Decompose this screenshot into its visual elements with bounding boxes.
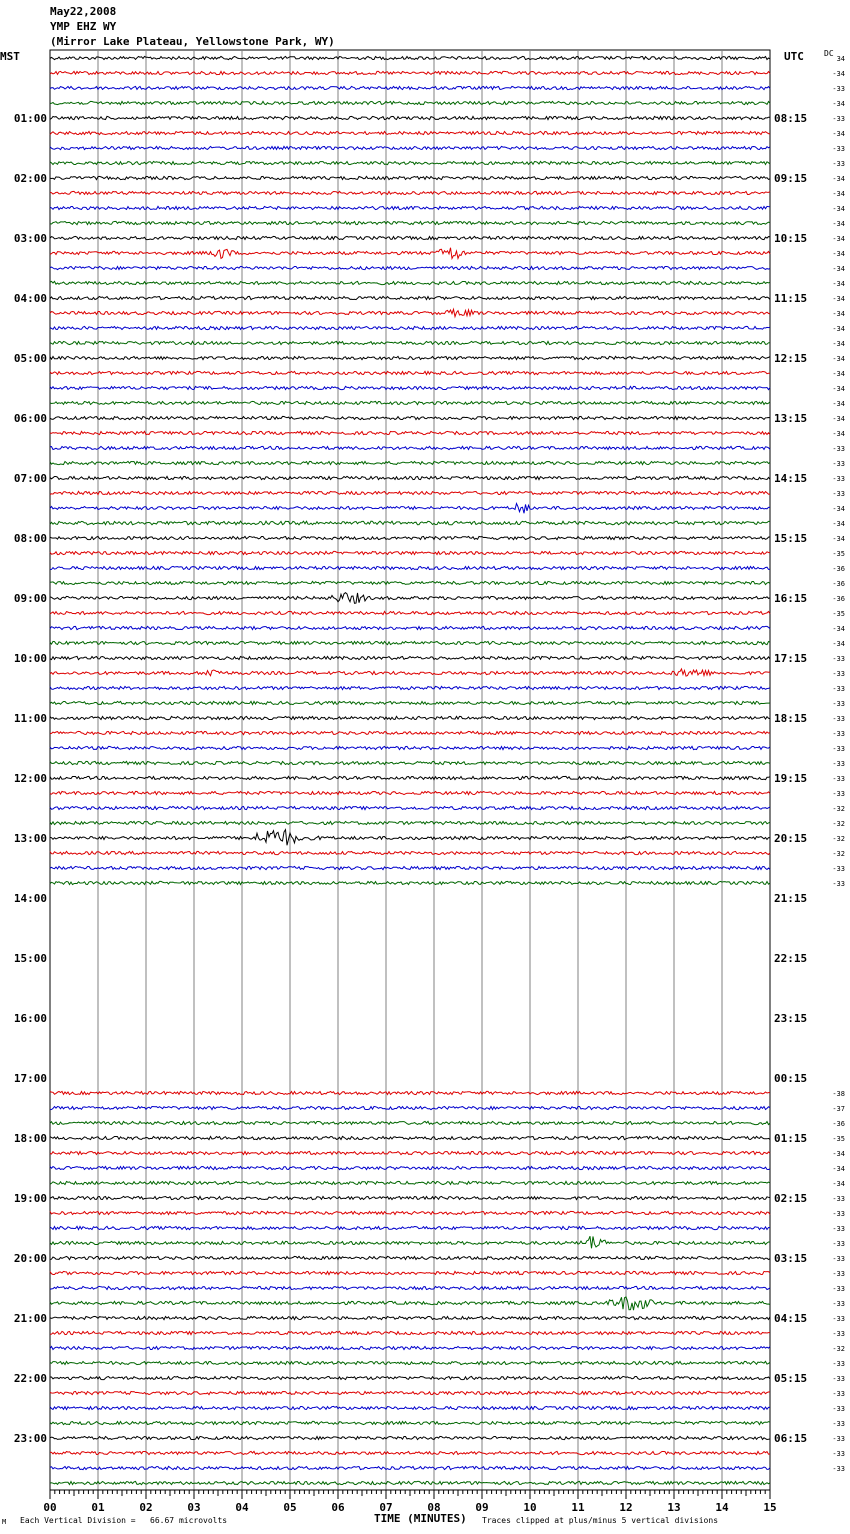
dc-offset: -34 (832, 535, 845, 543)
dc-offset: -36 (832, 1120, 845, 1128)
dc-offset: -34 (832, 355, 845, 363)
utc-label: 13:15 (774, 412, 808, 425)
trace-row-2 (50, 86, 770, 89)
seismic-traces (50, 56, 770, 1484)
dc-offset: -33 (832, 1390, 845, 1398)
dc-offset: -33 (832, 475, 845, 483)
trace-row-39 (50, 641, 770, 644)
trace-row-43 (50, 701, 770, 704)
mst-label: 15:00 (13, 952, 47, 965)
dc-offset: -33 (832, 670, 845, 678)
utc-label: 21:15 (774, 892, 808, 905)
trace-row-25 (50, 431, 770, 434)
utc-label: 19:15 (774, 772, 808, 785)
x-tick-label: 10 (523, 1501, 537, 1514)
trace-row-0 (50, 56, 770, 59)
trace-row-73 (50, 1151, 770, 1154)
dc-offset: -34 (832, 400, 845, 408)
dc-offset: -34 (832, 325, 845, 333)
trace-row-30 (50, 504, 770, 514)
trace-row-5 (50, 131, 770, 134)
trace-row-90 (50, 1406, 770, 1409)
dc-offset: -36 (832, 565, 845, 573)
dc-offset: -33 (832, 1285, 845, 1293)
dc-offset: -33 (832, 490, 845, 498)
trace-row-14 (50, 266, 770, 269)
trace-row-32 (50, 536, 770, 539)
left-axis-label: MST (0, 50, 20, 63)
header-location: (Mirror Lake Plateau, Yellowstone Park, WY) (50, 35, 335, 48)
utc-label: 22:15 (774, 952, 808, 965)
dc-offset: -33 (832, 1420, 845, 1428)
utc-label: 23:15 (774, 1012, 808, 1025)
dc-offset: -34 (832, 640, 845, 648)
mst-label: 17:00 (13, 1072, 47, 1085)
trace-row-55 (50, 881, 770, 884)
dc-offset: -33 (832, 1315, 845, 1323)
dc-offset: -34 (832, 70, 845, 78)
x-tick-label: 06 (331, 1501, 345, 1514)
mst-label: 05:00 (13, 352, 47, 365)
dc-offset: -34 (832, 235, 845, 243)
trace-row-52 (50, 830, 770, 846)
header-station: YMP EHZ WY (50, 20, 117, 33)
dc-offset: -32 (832, 820, 845, 828)
x-tick-label: 03 (187, 1501, 201, 1514)
trace-row-49 (50, 791, 770, 794)
dc-offset: -34 (832, 250, 845, 258)
mst-label: 13:00 (13, 832, 47, 845)
right-axis-label: UTC (784, 50, 804, 63)
trace-row-82 (50, 1286, 770, 1289)
trace-row-1 (50, 71, 770, 74)
trace-row-18 (50, 326, 770, 329)
x-tick-label: 12 (619, 1501, 633, 1514)
clip-text: Traces clipped at plus/minus 5 vertical divisions (482, 1516, 719, 1525)
utc-label: 02:15 (774, 1192, 808, 1205)
trace-row-33 (50, 551, 770, 554)
mst-label: 10:00 (13, 652, 47, 665)
scale-text: Each Vertical Division = 66.67 microvolts (20, 1516, 228, 1525)
utc-label: 00:15 (774, 1072, 808, 1085)
trace-row-77 (50, 1211, 770, 1214)
dc-offset: -34 (832, 415, 845, 423)
utc-label: 18:15 (774, 712, 808, 725)
trace-row-50 (50, 806, 770, 809)
trace-row-47 (50, 761, 770, 764)
dc-offset: -34 (832, 130, 845, 138)
trace-row-79 (50, 1236, 770, 1248)
dc-offset: -33 (832, 790, 845, 798)
x-tick-label: 14 (715, 1501, 729, 1514)
dc-offset: -33 (832, 160, 845, 168)
dc-offset: -36 (832, 595, 845, 603)
utc-label: 14:15 (774, 472, 808, 485)
dc-offset: -33 (832, 1225, 845, 1233)
mst-label: 02:00 (13, 172, 47, 185)
trace-row-12 (50, 236, 770, 239)
trace-row-10 (50, 206, 770, 209)
mst-label: 04:00 (13, 292, 47, 305)
trace-row-81 (50, 1271, 770, 1274)
x-tick-label: 09 (475, 1501, 489, 1514)
utc-label: 10:15 (774, 232, 808, 245)
dc-offset: -34 (832, 385, 845, 393)
trace-row-16 (50, 296, 770, 299)
trace-row-26 (50, 446, 770, 449)
utc-label: 20:15 (774, 832, 808, 845)
dc-offset: -33 (832, 685, 845, 693)
trace-row-86 (50, 1346, 770, 1349)
trace-row-4 (50, 116, 770, 119)
trace-row-70 (50, 1106, 770, 1109)
trace-row-42 (50, 686, 770, 689)
mst-label: 14:00 (13, 892, 47, 905)
dc-offset: -34 (832, 430, 845, 438)
utc-label: 09:15 (774, 172, 808, 185)
mst-label: 18:00 (13, 1132, 47, 1145)
trace-row-93 (50, 1451, 770, 1454)
utc-label: 06:15 (774, 1432, 808, 1445)
dc-offset: 34 (836, 55, 845, 63)
trace-row-75 (50, 1181, 770, 1184)
dc-offset: -33 (832, 1450, 845, 1458)
dc-offset: -33 (832, 700, 845, 708)
mst-label: 20:00 (13, 1252, 47, 1265)
mst-label: 19:00 (13, 1192, 47, 1205)
mst-hour-labels (14, 112, 47, 1445)
dc-offset: -35 (832, 1135, 845, 1143)
dc-offset: -34 (832, 280, 845, 288)
dc-offset: -33 (832, 1375, 845, 1383)
trace-row-78 (50, 1226, 770, 1229)
trace-row-76 (50, 1196, 770, 1199)
x-tick-label: 04 (235, 1501, 249, 1514)
dc-offset: -33 (832, 445, 845, 453)
dc-offset: -33 (832, 1405, 845, 1413)
trace-row-85 (50, 1331, 770, 1334)
trace-row-92 (50, 1436, 770, 1439)
trace-row-40 (50, 656, 770, 659)
utc-label: 03:15 (774, 1252, 808, 1265)
dc-offset: -34 (832, 295, 845, 303)
trace-row-22 (50, 386, 770, 389)
dc-offset: -37 (832, 1105, 845, 1113)
dc-offset: -34 (832, 1180, 845, 1188)
dc-offset: -33 (832, 1210, 845, 1218)
dc-offset: -33 (832, 1195, 845, 1203)
trace-row-87 (50, 1361, 770, 1364)
mst-label: 07:00 (13, 472, 47, 485)
mst-label: 03:00 (13, 232, 47, 245)
dc-offset: -33 (832, 1240, 845, 1248)
trace-row-15 (50, 281, 770, 284)
trace-row-94 (50, 1466, 770, 1469)
trace-row-13 (50, 248, 770, 259)
trace-row-88 (50, 1376, 770, 1379)
trace-row-23 (50, 401, 770, 404)
dc-offset: -33 (832, 880, 845, 888)
dc-offset: -34 (832, 205, 845, 213)
scale-mark: M (2, 1518, 7, 1526)
trace-row-44 (50, 716, 770, 719)
trace-row-24 (50, 416, 770, 419)
trace-row-84 (50, 1316, 770, 1319)
dc-offset: -33 (832, 85, 845, 93)
dc-offset: -34 (832, 175, 845, 183)
dc-offset: -33 (832, 775, 845, 783)
dc-offset: -33 (832, 1255, 845, 1263)
dc-offset: -34 (832, 265, 845, 273)
trace-row-74 (50, 1166, 770, 1169)
dc-offset: -34 (832, 520, 845, 528)
dc-offset: -33 (832, 1360, 845, 1368)
dc-label: DC (824, 49, 834, 58)
trace-row-20 (50, 356, 770, 359)
dc-offset: -33 (832, 1465, 845, 1473)
trace-row-19 (50, 341, 770, 344)
trace-row-95 (50, 1481, 770, 1484)
trace-row-37 (50, 611, 770, 614)
trace-row-11 (50, 221, 770, 224)
trace-row-21 (50, 371, 770, 374)
trace-row-17 (50, 309, 770, 316)
dc-offset: -33 (832, 115, 845, 123)
trace-row-9 (50, 191, 770, 194)
mst-label: 23:00 (13, 1432, 47, 1445)
trace-row-69 (50, 1091, 770, 1094)
trace-row-45 (50, 731, 770, 734)
dc-offset: -34 (832, 310, 845, 318)
trace-row-27 (50, 461, 770, 464)
dc-offset: -33 (832, 715, 845, 723)
dc-offset: -34 (832, 190, 845, 198)
trace-row-48 (50, 776, 770, 779)
dc-offset: -33 (832, 145, 845, 153)
dc-offset: -33 (832, 1270, 845, 1278)
trace-row-72 (50, 1136, 770, 1139)
x-tick-label: 02 (139, 1501, 153, 1514)
utc-label: 17:15 (774, 652, 808, 665)
dc-offset: -33 (832, 1300, 845, 1308)
trace-row-7 (50, 161, 770, 164)
dc-offset: -32 (832, 850, 845, 858)
trace-row-28 (50, 476, 770, 479)
mst-label: 08:00 (13, 532, 47, 545)
mst-label: 21:00 (13, 1312, 47, 1325)
utc-label: 11:15 (774, 292, 808, 305)
x-tick-label: 00 (43, 1501, 57, 1514)
mst-label: 12:00 (13, 772, 47, 785)
dc-offset: -32 (832, 835, 845, 843)
x-tick-label: 07 (379, 1501, 393, 1514)
trace-row-3 (50, 101, 770, 104)
utc-hour-labels (774, 112, 807, 1445)
mst-label: 22:00 (13, 1372, 47, 1385)
x-tick-label: 11 (571, 1501, 585, 1514)
dc-offset: -33 (832, 1435, 845, 1443)
dc-offset: -34 (832, 625, 845, 633)
x-axis (43, 1490, 776, 1514)
trace-row-35 (50, 581, 770, 584)
dc-offset: -38 (832, 1090, 845, 1098)
trace-row-54 (50, 866, 770, 869)
dc-offset: -36 (832, 580, 845, 588)
mst-label: 11:00 (13, 712, 47, 725)
x-tick-label: 15 (763, 1501, 777, 1514)
dc-offset: -33 (832, 460, 845, 468)
utc-label: 01:15 (774, 1132, 808, 1145)
trace-row-71 (50, 1121, 770, 1124)
trace-row-83 (50, 1297, 770, 1310)
dc-offset: -35 (832, 550, 845, 558)
trace-row-34 (50, 566, 770, 569)
utc-label: 16:15 (774, 592, 808, 605)
trace-row-38 (50, 626, 770, 629)
dc-offset-labels (832, 55, 845, 1473)
trace-row-8 (50, 176, 770, 179)
trace-row-41 (50, 669, 770, 676)
x-tick-label: 08 (427, 1501, 441, 1514)
trace-row-89 (50, 1391, 770, 1394)
dc-offset: -33 (832, 745, 845, 753)
trace-row-36 (50, 593, 770, 604)
trace-row-91 (50, 1421, 770, 1424)
utc-label: 12:15 (774, 352, 808, 365)
dc-offset: -34 (832, 370, 845, 378)
dc-offset: -32 (832, 805, 845, 813)
dc-offset: -32 (832, 1345, 845, 1353)
dc-offset: -34 (832, 1165, 845, 1173)
x-tick-label: 05 (283, 1501, 297, 1514)
trace-row-31 (50, 521, 770, 525)
trace-row-53 (50, 851, 770, 854)
mst-label: 01:00 (13, 112, 47, 125)
x-tick-label: 01 (91, 1501, 105, 1514)
dc-offset: -33 (832, 655, 845, 663)
mst-label: 06:00 (13, 412, 47, 425)
trace-row-80 (50, 1256, 770, 1259)
header-date: May22,2008 (50, 5, 117, 18)
dc-offset: -35 (832, 610, 845, 618)
utc-label: 04:15 (774, 1312, 808, 1325)
dc-offset: -34 (832, 340, 845, 348)
dc-offset: -33 (832, 1330, 845, 1338)
mst-label: 09:00 (13, 592, 47, 605)
utc-label: 08:15 (774, 112, 808, 125)
trace-row-51 (50, 821, 770, 824)
mst-label: 16:00 (13, 1012, 47, 1025)
dc-offset: -34 (832, 100, 845, 108)
dc-offset: -33 (832, 865, 845, 873)
dc-offset: -34 (832, 220, 845, 228)
trace-row-29 (50, 491, 770, 494)
utc-label: 05:15 (774, 1372, 808, 1385)
x-axis-title: TIME (MINUTES) (374, 1512, 467, 1525)
utc-label: 15:15 (774, 532, 808, 545)
trace-row-46 (50, 746, 770, 749)
dc-offset: -34 (832, 1150, 845, 1158)
dc-offset: -33 (832, 760, 845, 768)
dc-offset: -34 (832, 505, 845, 513)
dc-offset: -33 (832, 730, 845, 738)
trace-row-6 (50, 146, 770, 149)
x-tick-label: 13 (667, 1501, 681, 1514)
